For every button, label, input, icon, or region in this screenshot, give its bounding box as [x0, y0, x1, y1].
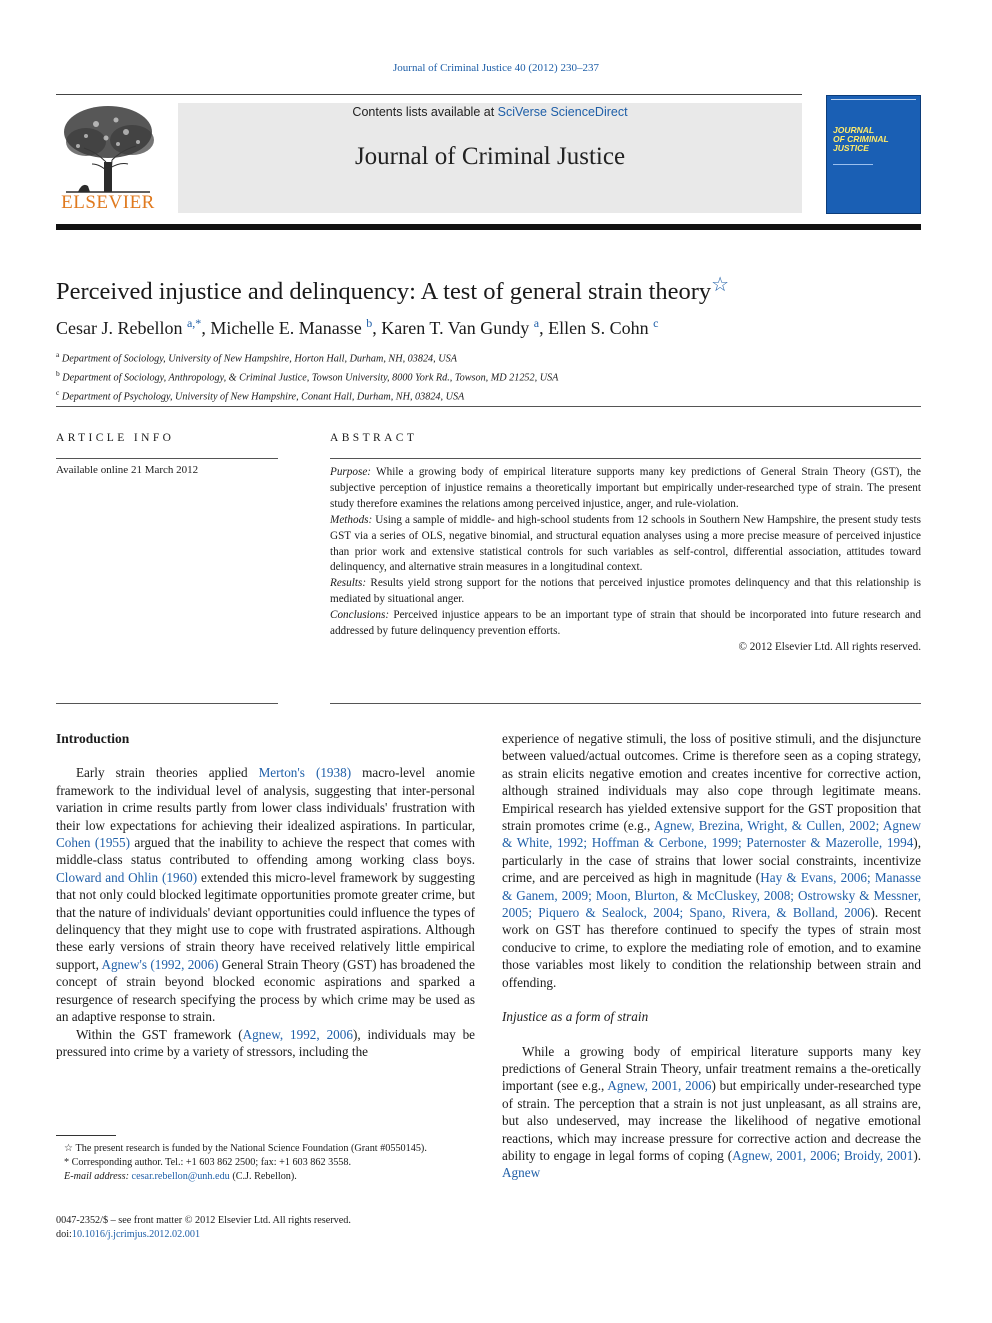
author[interactable]: Cesar J. Rebellon $^{a,*}$	[56, 316, 202, 338]
paragraph-text: macro-level anomie framework to the individual level of analysis, suggesting that inter-personal variation in crime results partly from lower class individuals' frustration with their low expectations for achieving their idealized aspirations. In particular,	[56, 765, 475, 833]
paragraph-text: While a growing body of empirical literature supports many key predictions of General Strain Theory, unfair treatment remains a the-oretically important (see e.g.,	[502, 1043, 921, 1094]
abstract-paragraph: Methods: Using a sample of middle- and high-school students from 12 schools in Southern New Hampshire, the present study tests GST via a series of OLS, negative binomial, and structural equation analyses using a more precise measure of perceived injustice than prior work and extensive statistical controls for such variables as self-control, differential association, attitudes toward delinquency, and alternative strain measures in a longitudinal context.	[330, 513, 921, 574]
paragraph-text: experience of negative stimuli, the loss of positive stimuli, and the disjuncture between valued/actual outcomes. Crime is therefore seen as a coping strategy, as strain elicits negative emotion and creates incentive for corrective action, although strained individuals may also cope through legitimate means. Empirical research has yielded extensive support for the GST proposition that strain promotes crime (e.g.,	[502, 731, 921, 834]
elsevier-wordmark: ELSEVIER	[61, 192, 155, 213]
body-paragraph	[56, 1026, 475, 1061]
journal-banner	[178, 103, 802, 213]
doi-link[interactable]: 10.1016/j.jcrimjus.2012.02.001	[71, 1229, 201, 1241]
corresponding-author-footnote: * Corresponding author. Tel.: +1 603 862 2500; fax: +1 603 862 3558.	[64, 1157, 352, 1169]
citation-link[interactable]: Hay & Evans, 2006; Manasse & Ganem, 2009; Moon, Blurton, & McCluskey, 2008; Ostrowsky & Messner, 2005; Piquero & Sealock, 2004; Spano, Rivera, & Bolland, 2006	[502, 870, 922, 921]
affiliations	[56, 348, 558, 405]
contents-prefix: Contents lists available at	[352, 105, 498, 119]
citation-link[interactable]: Merton's (1938)	[258, 765, 352, 781]
author-affiliation-mark[interactable]: a,*	[186, 316, 202, 330]
citation-link[interactable]: Cloward and Ohlin (1960)	[56, 869, 198, 885]
paragraph-text: ), particularly in the case of strains that lower social constraints, incentivize crime, and are perceived as high in magnitude (	[502, 835, 921, 886]
subsection-heading: Injustice as a form of strain	[502, 1009, 649, 1025]
abstract-paragraph: Results: Results yield strong support for the notions that perceived injustice promotes delinquency and that this relationship is mediated by situational anger.	[330, 577, 921, 606]
funding-footnote: ☆ The present research is funded by the National Science Foundation (Grant #0550145).	[64, 1143, 427, 1154]
article-info-heading: ARTICLE INFO	[56, 432, 175, 444]
paragraph-text: General Strain Theory (GST) has broadened the concept of strain beyond blocked economic aspirations and sparked a resurgence of research specifying the process by which crime may be used as an adaptive response to strain.	[56, 956, 475, 1025]
paragraph-text: ). Recent work on GST has therefore continued to specify the types of strain most conducive to crime, to explore the mediating role of emotion, and to examine those variables most likely to condition the relationship between strain and offending.	[502, 905, 921, 990]
journal-cover[interactable]	[826, 95, 921, 214]
email-footnote: E-mail address: cesar.rebellon@unh.edu (C.J. Rebellon).	[64, 1171, 297, 1183]
article-title-text: Perceived injustice and delinquency: A test of general strain theory	[56, 278, 712, 305]
citation-link[interactable]: Agnew, 2001, 2006; Broidy, 2001	[732, 1147, 914, 1163]
author[interactable]: Ellen S. Cohn $^c$	[548, 316, 659, 338]
author-affiliation-mark[interactable]: c	[653, 316, 659, 330]
author[interactable]: Karen T. Van Gundy $^a$	[381, 316, 540, 338]
abstract-copyright: © 2012 Elsevier Ltd. All rights reserved.	[738, 640, 921, 653]
paragraph-text: argued that the inability to achieve the respect that comes with middle-class status contributed to offending among working class boys.	[56, 835, 475, 868]
affiliation: $^a$ Department of Sociology, University of New Hampshire, Horton Hall, Durham, NH, 03824, USA	[56, 350, 457, 365]
abstract-rule	[330, 458, 921, 459]
paragraph-text: Within the GST framework (	[76, 1026, 243, 1042]
footnotes	[56, 1142, 475, 1185]
contents-line	[178, 105, 802, 119]
footnote-rule	[56, 1135, 116, 1136]
cover-strip	[831, 99, 916, 102]
header-thick-rule	[56, 224, 921, 230]
cover-divider	[833, 164, 873, 165]
issn-line: 0047-2352/$ – see front matter © 2012 Elsevier Ltd. All rights reserved.	[56, 1215, 351, 1226]
affiliation: $^c$ Department of Psychology, University of New Hampshire, Conant Hall, Durham, NH, 03824, USA	[56, 387, 465, 403]
funding-note-link[interactable]: ☆	[711, 274, 730, 296]
body-paragraph	[502, 730, 921, 991]
abstract-heading: ABSTRACT	[330, 432, 418, 444]
journal-citation[interactable]: Journal of Criminal Justice 40 (2012) 230–237	[393, 62, 599, 74]
abstract-paragraph: Conclusions: Perceived injustice appears to be an important type of strain that should be incorporated into future research and addressed by future delinquency prevention efforts.	[330, 609, 921, 638]
elsevier-logo[interactable]	[56, 102, 160, 214]
citation-link[interactable]: Agnew, Brezina, Wright, & Cullen, 2002; Agnew & White, 1992; Hoffman & Cerbone, 1999; Paternoster & Mazerolle, 1994	[502, 818, 921, 851]
citation-link[interactable]: Agnew's (1992, 2006)	[101, 956, 219, 972]
body-column-right	[502, 730, 921, 1182]
paragraph-text: ) but empirically under-researched type of strain. The perception that a strain is not just unpleasant, as all strains are, but also undeserved, may increase the likelihood of negative emotional reactions, which may increase pressure for corrective action and decrease the ability to engage in legal forms of coping (	[502, 1078, 921, 1163]
citation-link[interactable]: Cohen (1955)	[56, 835, 131, 851]
author-affiliation-mark[interactable]: a	[533, 316, 540, 330]
citation-link[interactable]: Agnew, 2001, 2006	[607, 1078, 712, 1094]
abstract-paragraph: Purpose: While a growing body of empirical literature supports many key predictions of General Strain Theory (GST), the subjective perception of injustice remains a theoretically important but empirically under-researched type of strain. The present study therefore examines the relations among perceived injustice, anger, and rule-violation.	[330, 466, 921, 510]
sciencedirect-link[interactable]: SciVerse ScienceDirect	[497, 105, 628, 119]
cover-title: JOURNAL OF CRIMINAL JUSTICE	[833, 125, 889, 153]
citation-link[interactable]: Agnew, 1992, 2006	[242, 1026, 353, 1042]
article-info-bottom-rule	[56, 703, 278, 704]
abstract-bottom-rule	[330, 703, 921, 704]
article-title	[56, 272, 729, 306]
paragraph-text: ).	[913, 1147, 922, 1163]
front-matter	[56, 1214, 351, 1242]
paragraph-text: extended this micro-level framework by suggesting that not only could blocked legitimate opportunities promote greater crime, but that the nature of individuals' deviant opportunities could influence the types of delinquency that they might use to cope with frustrated aspirations. Although these early versions of strain theory have received relatively little empirical support,	[56, 869, 475, 972]
body-paragraph	[56, 764, 475, 1025]
available-online: Available online 21 March 2012	[56, 464, 199, 476]
abstract-body	[330, 465, 921, 656]
journal-title[interactable]: Journal of Criminal Justice	[354, 143, 626, 170]
citation-link[interactable]: Agnew	[502, 1165, 541, 1181]
paragraph-text: Early strain theories applied	[76, 765, 259, 781]
body-column-left	[56, 730, 475, 1060]
introduction-heading: Introduction	[56, 731, 130, 746]
tree-icon	[56, 102, 160, 194]
paragraph-text: ), individuals may be pressured into crime by a variety of stressors, including the	[56, 1026, 476, 1059]
article-info-rule	[56, 458, 278, 459]
author[interactable]: Michelle E. Manasse $^b$	[210, 316, 373, 338]
author-affiliation-mark[interactable]: b	[366, 316, 373, 330]
body-paragraph	[502, 1043, 921, 1182]
section-divider	[56, 406, 921, 407]
author-list: Cesar J. Rebellon $^{a,*}$, Michelle E. Manasse $^b$, Karen T. Van Gundy $^a$, Ellen S. Cohn $^c$	[56, 316, 659, 338]
doi-line: doi:10.1016/j.jcrimjus.2012.02.001	[56, 1229, 201, 1241]
affiliation: $^b$ Department of Sociology, Anthropology, & Criminal Justice, Towson University, 8000 York Rd., Towson, MD 21252, USA	[56, 368, 559, 384]
email-link[interactable]: cesar.rebellon@unh.edu	[131, 1171, 230, 1183]
header-divider	[56, 94, 802, 95]
